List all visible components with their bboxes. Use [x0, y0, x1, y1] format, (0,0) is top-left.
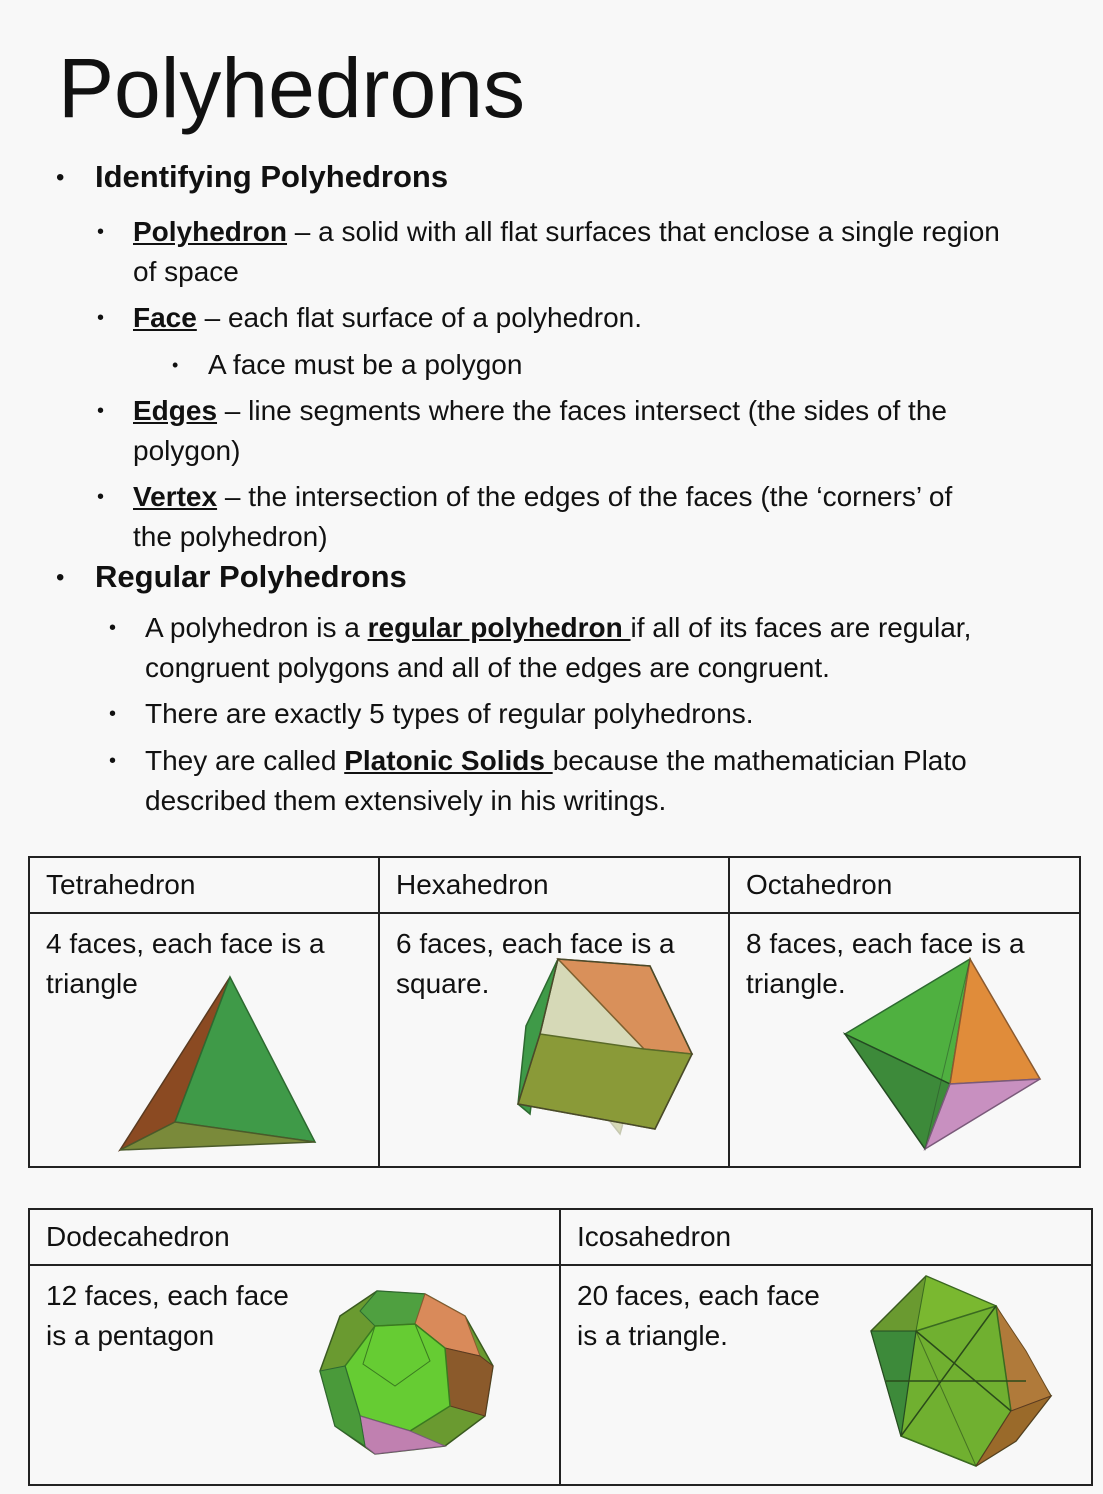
page-title: Polyhedrons	[58, 41, 525, 135]
item-text: They are called	[145, 745, 345, 776]
section-heading: Identifying Polyhedrons	[95, 159, 449, 194]
term-face: Face	[133, 302, 197, 333]
solids-table-2	[28, 1208, 1093, 1486]
cell-text: is a triangle.	[577, 1320, 728, 1351]
list-item	[133, 212, 1000, 252]
cell-text: triangle.	[746, 968, 846, 999]
bullet-dot: •	[56, 164, 65, 191]
cell-text: 6 faces, each face is a	[396, 928, 675, 959]
solids-table-1	[28, 856, 1081, 1168]
cell-text: is a pentagon	[46, 1320, 215, 1351]
item-text: A polyhedron is a	[145, 612, 368, 643]
table-cell	[29, 1265, 560, 1485]
cell-text: 4 faces, each face is a	[46, 928, 325, 959]
section-heading: Regular Polyhedrons	[95, 559, 407, 594]
cell-text: 20 faces, each face	[577, 1280, 820, 1311]
table-cell	[379, 913, 729, 1167]
bullet-dot: •	[97, 307, 105, 329]
sub-item: A face must be a polygon	[208, 349, 523, 380]
definition-text: – line segments where the faces intersect (the sides of the	[217, 395, 947, 426]
bullet-dot: •	[56, 564, 65, 591]
definition-text: – each flat surface of a polyhedron.	[196, 302, 642, 333]
list-item	[133, 477, 952, 517]
table-header-cell: Dodecahedron	[29, 1209, 560, 1265]
table-cell	[29, 913, 379, 1167]
table-cell	[729, 913, 1080, 1167]
bullet-dot: •	[97, 400, 105, 422]
definition-text: – a solid with all flat surfaces that enclose a single region	[287, 216, 1000, 247]
table-header-cell: Octahedron	[729, 857, 1080, 913]
term-vertex: Vertex	[133, 481, 218, 512]
bullet-dot: •	[109, 750, 117, 772]
term-polyhedron: Polyhedron	[133, 216, 288, 247]
cell-text: 12 faces, each face	[46, 1280, 289, 1311]
bullet-dot: •	[172, 355, 179, 375]
item-text: because the mathematician Plato	[552, 745, 967, 776]
cell-text: square.	[396, 968, 490, 999]
cell-text: 8 faces, each face is a	[746, 928, 1025, 959]
definition-text: – the intersection of the edges of the faces (the ‘corners’ of	[217, 481, 953, 512]
table-cell	[560, 1265, 1092, 1485]
bullet-dot: •	[97, 221, 105, 243]
term-regular-polyhedron: regular polyhedron	[367, 612, 631, 643]
term-edges: Edges	[133, 395, 218, 426]
definition-text: of space	[133, 256, 239, 287]
list-item	[133, 298, 642, 338]
table-header-cell: Icosahedron	[560, 1209, 1092, 1265]
item-text: if all of its faces are regular,	[630, 612, 972, 643]
list-item	[133, 391, 947, 431]
list-item	[145, 741, 967, 781]
bullet-dot: •	[97, 486, 105, 508]
term-platonic-solids: Platonic Solids	[344, 745, 553, 776]
list-item	[145, 608, 971, 648]
definition-text: polygon)	[133, 435, 241, 466]
table-header-cell: Tetrahedron	[29, 857, 379, 913]
table-header-cell: Hexahedron	[379, 857, 729, 913]
item-text: described them extensively in his writings.	[145, 785, 667, 816]
list-item: There are exactly 5 types of regular polyhedrons.	[145, 698, 754, 729]
definition-text: the polyhedron)	[133, 521, 328, 552]
bullet-dot: •	[109, 703, 117, 725]
cell-text: triangle	[46, 968, 138, 999]
item-text: congruent polygons and all of the edges are congruent.	[145, 652, 830, 683]
bullet-dot: •	[109, 617, 117, 639]
